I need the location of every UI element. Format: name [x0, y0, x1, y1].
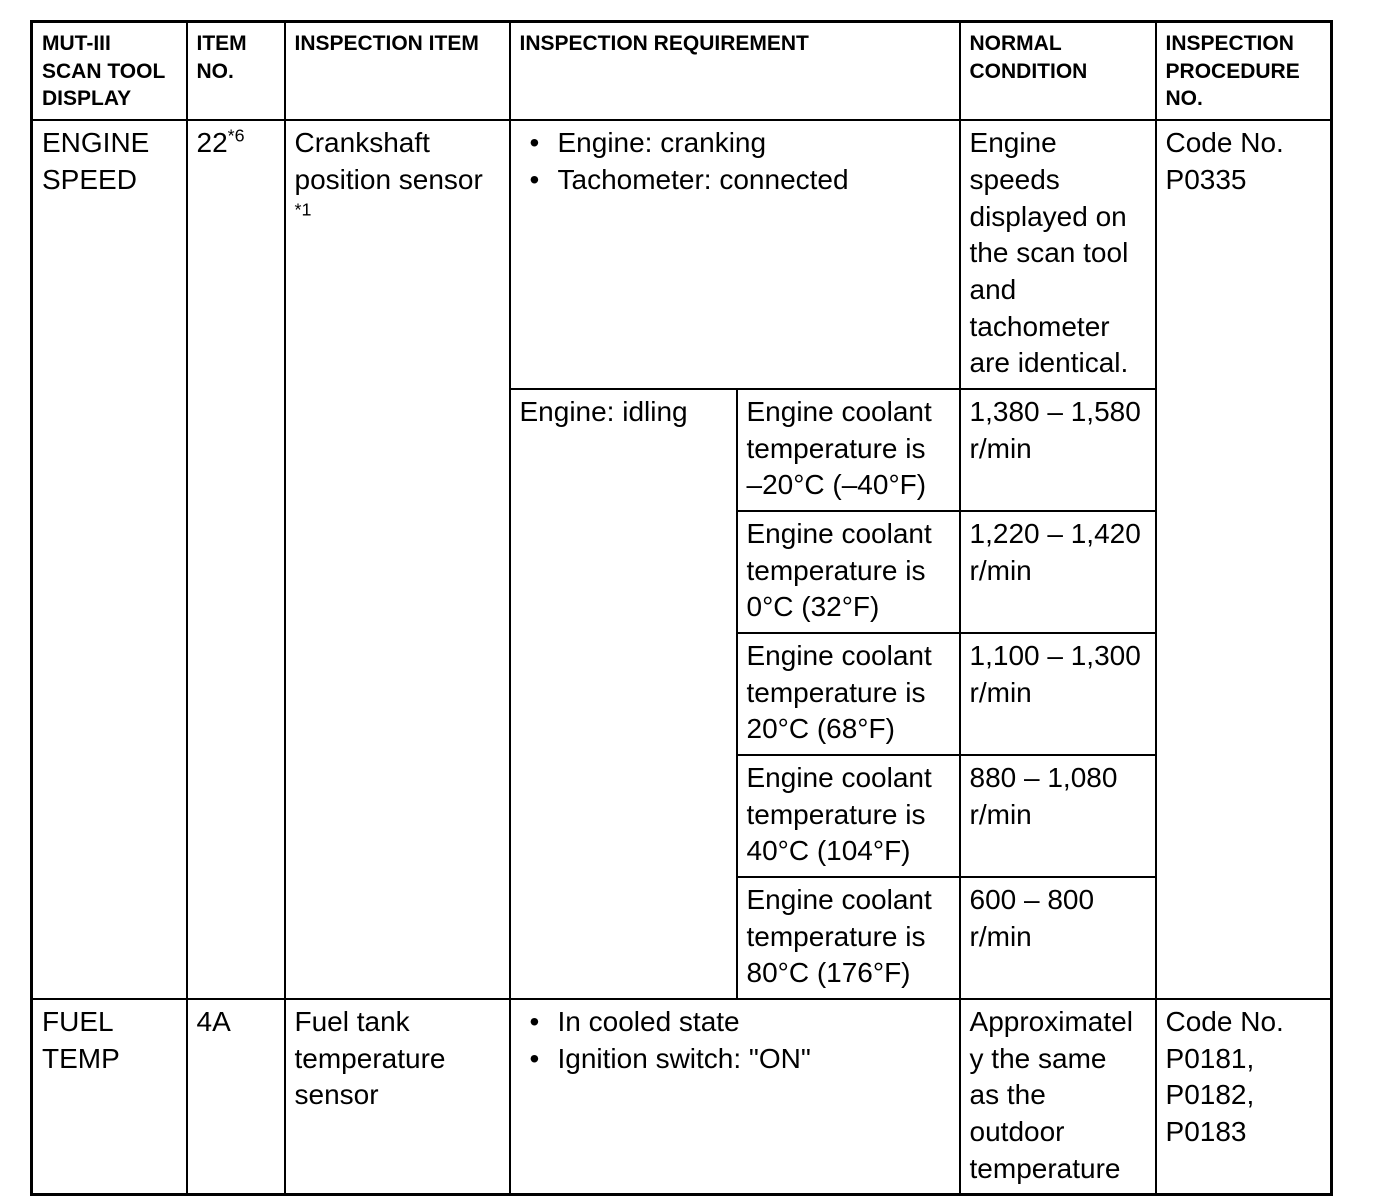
cell-idling-normal-condition — [960, 633, 1156, 755]
requirement-text: Tachometer: connected — [557, 163, 849, 195]
idling-label-text: Engine: idling — [519, 395, 688, 427]
scan-tool-display-text: FUEL TEMP — [42, 1005, 120, 1074]
cell-coolant-condition — [737, 877, 960, 999]
item-no-text: 22 — [196, 127, 228, 159]
bullet-icon: • — [529, 163, 540, 195]
inspection-item-text: Fuel tank temperature sensor — [294, 1005, 446, 1111]
requirement-list — [520, 1004, 947, 1077]
table-row-fuel-temp — [32, 999, 1332, 1195]
requirement-item — [530, 1041, 947, 1078]
requirement-text: Engine: cranking — [557, 127, 767, 159]
coolant-condition-text: Engine coolant temperature is –20°C (–40°F) — [746, 395, 932, 501]
cell-idling-normal-condition — [960, 389, 1156, 511]
procedure-text: Code No. P0335 — [1165, 127, 1284, 195]
normal-condition-text: 880 – 1,080 r/min — [969, 761, 1118, 830]
inspection-item-footnote: *1 — [294, 199, 312, 220]
cell-fuel-requirements — [510, 999, 960, 1195]
header-item-no: ITEM NO. — [187, 22, 285, 121]
requirement-item — [530, 1004, 947, 1041]
cell-scan-tool-display — [32, 120, 187, 999]
cell-inspection-procedure — [1156, 999, 1332, 1195]
coolant-condition-text: Engine coolant temperature is 80°C (176°F) — [746, 883, 932, 989]
normal-condition-text: 1,380 – 1,580 r/min — [969, 395, 1141, 464]
coolant-condition-text: Engine coolant temperature is 20°C (68°F) — [746, 639, 932, 745]
cell-item-no — [187, 120, 285, 999]
cell-idling-normal-condition — [960, 511, 1156, 633]
cell-inspection-item — [285, 120, 510, 999]
cell-cranking-requirements — [510, 120, 960, 389]
header-inspection-requirement: INSPECTION REQUIREMENT — [510, 22, 960, 121]
bullet-icon: • — [529, 127, 540, 159]
normal-condition-text: Engine speeds displayed on the scan tool and tachometer are identical. — [969, 127, 1129, 379]
normal-condition-text: 1,220 – 1,420 r/min — [969, 517, 1141, 586]
bullet-icon: • — [529, 1042, 540, 1074]
item-no-text: 4A — [196, 1005, 231, 1037]
procedure-text: Code No. P0181, P0182, P0183 — [1165, 1005, 1284, 1147]
table-row-engine-speed-cranking — [32, 120, 1332, 389]
cell-item-no — [187, 999, 285, 1195]
requirement-list — [520, 125, 947, 198]
normal-condition-text: Approximately the same as the outdoor temperature — [969, 1005, 1133, 1184]
normal-condition-text: 1,100 – 1,300 r/min — [969, 639, 1141, 708]
normal-condition-text: 600 – 800 r/min — [969, 883, 1095, 952]
cell-coolant-condition — [737, 389, 960, 511]
cell-coolant-condition — [737, 511, 960, 633]
requirement-item — [530, 125, 947, 162]
cell-idling-normal-condition — [960, 755, 1156, 877]
header-inspection-procedure-no: INSPECTION PROCEDURE NO. — [1156, 22, 1332, 121]
cell-coolant-condition — [737, 755, 960, 877]
item-no-footnote: *6 — [227, 125, 245, 146]
cell-cranking-normal-condition — [960, 120, 1156, 389]
cell-coolant-condition — [737, 633, 960, 755]
cell-idling-label — [510, 389, 737, 999]
header-inspection-item: INSPECTION ITEM — [285, 22, 510, 121]
requirement-text: Ignition switch: "ON" — [557, 1042, 811, 1074]
cell-inspection-item — [285, 999, 510, 1195]
coolant-condition-text: Engine coolant temperature is 0°C (32°F) — [746, 517, 932, 623]
cell-inspection-procedure — [1156, 120, 1332, 999]
inspection-item-text: Crankshaft position sensor — [294, 127, 483, 195]
header-row — [32, 22, 1332, 121]
bullet-icon: • — [529, 1005, 540, 1037]
inspection-table — [30, 20, 1333, 1196]
cell-idling-normal-condition — [960, 877, 1156, 999]
scan-tool-display-text: ENGINE SPEED — [42, 127, 150, 195]
cell-fuel-normal-condition — [960, 999, 1156, 1195]
header-scan-tool-display: MUT-III SCAN TOOL DISPLAY — [32, 22, 187, 121]
cell-scan-tool-display — [32, 999, 187, 1195]
header-normal-condition: NORMAL CONDITION — [960, 22, 1156, 121]
requirement-text: In cooled state — [557, 1005, 740, 1037]
requirement-item — [530, 162, 947, 199]
coolant-condition-text: Engine coolant temperature is 40°C (104°F) — [746, 761, 932, 867]
